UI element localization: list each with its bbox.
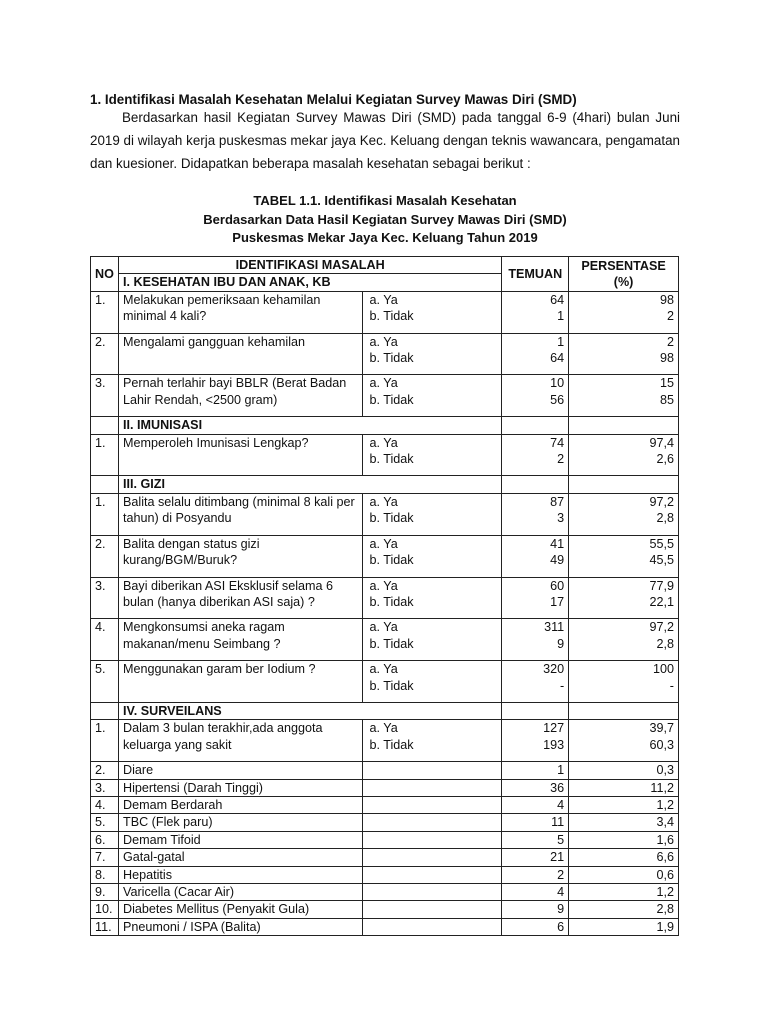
row-options	[363, 720, 502, 762]
persen-ya: 15	[659, 376, 674, 391]
row-no: 3.	[91, 375, 119, 417]
table-row	[91, 762, 679, 779]
table-header-row	[91, 257, 679, 274]
row-no: 9.	[91, 884, 119, 901]
row-no: 1.	[91, 720, 119, 762]
table-row	[91, 493, 679, 535]
row-no: 4.	[91, 796, 119, 813]
section-title-row	[91, 476, 679, 493]
row-question: Melakukan pemeriksaan kehamilan minimal 4 kali?	[119, 291, 363, 333]
row-no: 11.	[91, 918, 119, 935]
table-row	[91, 535, 679, 577]
row-no: 5.	[91, 661, 119, 703]
row-disease: Diare	[119, 762, 363, 779]
temuan-ya: 60	[550, 578, 565, 593]
temuan-tidak: 49	[550, 553, 565, 568]
temuan-tidak: -	[559, 678, 565, 693]
row-question: Balita dengan status gizi kurang/BGM/Buruk?	[119, 535, 363, 577]
row-options-empty	[363, 918, 502, 935]
option-ya: a. Ya	[369, 435, 398, 450]
table-caption	[90, 192, 680, 248]
table-row	[91, 901, 679, 918]
row-temuan	[502, 375, 569, 417]
persen-ya: 97,4	[649, 435, 674, 450]
temuan-tidak: 2	[557, 452, 565, 467]
row-no: 2.	[91, 762, 119, 779]
row-temuan: 21	[502, 849, 569, 866]
row-disease: Diabetes Mellitus (Penyakit Gula)	[119, 901, 363, 918]
row-temuan: 36	[502, 779, 569, 796]
row-disease: Gatal-gatal	[119, 849, 363, 866]
table-row	[91, 849, 679, 866]
temuan-ya: 64	[550, 292, 565, 307]
row-question: Balita selalu ditimbang (minimal 8 kali per tahun) di Posyandu	[119, 493, 363, 535]
row-disease: Pneumoni / ISPA (Balita)	[119, 918, 363, 935]
row-question: Pernah terlahir bayi BBLR (Berat Badan Lahir Rendah, <2500 gram)	[119, 375, 363, 417]
table-row	[91, 661, 679, 703]
temuan-ya: 41	[550, 536, 565, 551]
option-ya: a. Ya	[369, 292, 398, 307]
section-title: IV. SURVEILANS	[119, 702, 502, 719]
temuan-ya: 74	[550, 435, 565, 450]
row-persentase	[569, 535, 679, 577]
table-row	[91, 918, 679, 935]
temuan-tidak: 3	[557, 511, 565, 526]
row-no: 1.	[91, 291, 119, 333]
row-no: 3.	[91, 577, 119, 619]
problem-identification-table	[90, 256, 679, 936]
row-options-empty	[363, 849, 502, 866]
row-temuan	[502, 333, 569, 375]
option-ya: a. Ya	[369, 578, 398, 593]
section-blank-temuan	[502, 417, 569, 434]
row-temuan: 11	[502, 814, 569, 831]
row-options-empty	[363, 814, 502, 831]
row-persentase: 1,2	[569, 884, 679, 901]
row-no: 1.	[91, 493, 119, 535]
temuan-ya: 10	[550, 376, 565, 391]
section-blank-temuan	[502, 702, 569, 719]
row-persentase: 0,3	[569, 762, 679, 779]
persen-ya: 98	[659, 292, 674, 307]
option-ya: a. Ya	[369, 721, 398, 736]
caption-line-2: Berdasarkan Data Hasil Kegiatan Survey Mawas Diri (SMD)	[203, 211, 567, 227]
temuan-ya: 1	[557, 334, 565, 349]
row-persentase	[569, 375, 679, 417]
row-persentase	[569, 661, 679, 703]
option-tidak: b. Tidak	[369, 737, 414, 752]
row-no: 1.	[91, 434, 119, 476]
table-row	[91, 866, 679, 883]
row-temuan	[502, 577, 569, 619]
row-temuan	[502, 619, 569, 661]
row-no: 7.	[91, 849, 119, 866]
row-no: 10.	[91, 901, 119, 918]
row-question: Mengalami gangguan kehamilan	[119, 333, 363, 375]
row-temuan: 2	[502, 866, 569, 883]
row-temuan	[502, 535, 569, 577]
row-no: 8.	[91, 866, 119, 883]
row-options	[363, 661, 502, 703]
section-blank-temuan	[502, 476, 569, 493]
section-title-row	[91, 417, 679, 434]
table-row	[91, 884, 679, 901]
option-tidak: b. Tidak	[369, 309, 414, 324]
option-tidak: b. Tidak	[369, 452, 414, 467]
header-persentase	[569, 257, 679, 292]
option-ya: a. Ya	[369, 376, 398, 391]
row-temuan	[502, 434, 569, 476]
row-no: 5.	[91, 814, 119, 831]
row-question: Mengkonsumsi aneka ragam makanan/menu Seimbang ?	[119, 619, 363, 661]
option-ya: a. Ya	[369, 620, 398, 635]
table-row	[91, 375, 679, 417]
row-temuan: 4	[502, 796, 569, 813]
row-temuan	[502, 661, 569, 703]
row-persentase: 2,8	[569, 901, 679, 918]
row-disease: Hipertensi (Darah Tinggi)	[119, 779, 363, 796]
row-options-empty	[363, 831, 502, 848]
row-persentase: 1,6	[569, 831, 679, 848]
persen-tidak: 2,6	[656, 452, 674, 467]
row-persentase	[569, 720, 679, 762]
table-row	[91, 619, 679, 661]
row-options	[363, 434, 502, 476]
row-no: 2.	[91, 535, 119, 577]
persen-tidak: 2,8	[656, 511, 674, 526]
option-ya: a. Ya	[369, 334, 398, 349]
row-persentase: 6,6	[569, 849, 679, 866]
option-ya: a. Ya	[369, 662, 398, 677]
persen-tidak: 2,8	[656, 636, 674, 651]
row-persentase: 0,6	[569, 866, 679, 883]
row-temuan	[502, 291, 569, 333]
row-options	[363, 493, 502, 535]
option-tidak: b. Tidak	[369, 392, 414, 407]
temuan-tidak: 17	[550, 594, 565, 609]
row-persentase	[569, 333, 679, 375]
row-persentase	[569, 577, 679, 619]
persen-ya: 39,7	[649, 721, 674, 736]
row-options-empty	[363, 884, 502, 901]
temuan-tidak: 64	[550, 351, 565, 366]
row-temuan: 6	[502, 918, 569, 935]
temuan-tidak: 193	[543, 737, 565, 752]
row-options-empty	[363, 901, 502, 918]
row-options	[363, 535, 502, 577]
section-title: I. KESEHATAN IBU DAN ANAK, KB	[119, 274, 502, 291]
row-options-empty	[363, 779, 502, 796]
header-temuan: TEMUAN	[502, 257, 569, 292]
table-row	[91, 779, 679, 796]
table-row	[91, 291, 679, 333]
table-row	[91, 814, 679, 831]
section-heading: 1. Identifikasi Masalah Kesehatan Melalui Kegiatan Survey Mawas Diri (SMD)	[90, 92, 577, 107]
row-persentase: 11,2	[569, 779, 679, 796]
table-row	[91, 796, 679, 813]
option-tidak: b. Tidak	[369, 553, 414, 568]
section-blank-no	[91, 476, 119, 493]
row-question: Menggunakan garam ber Iodium ?	[119, 661, 363, 703]
temuan-ya: 127	[543, 721, 565, 736]
row-temuan: 4	[502, 884, 569, 901]
row-options	[363, 577, 502, 619]
section-title: II. IMUNISASI	[119, 417, 502, 434]
persen-tidak: 98	[659, 351, 674, 366]
row-temuan: 1	[502, 762, 569, 779]
row-options-empty	[363, 796, 502, 813]
caption-line-1: TABEL 1.1. Identifikasi Masalah Kesehatan	[253, 193, 517, 208]
section-blank-no	[91, 702, 119, 719]
table-row	[91, 831, 679, 848]
option-ya: a. Ya	[369, 494, 398, 509]
row-options-empty	[363, 762, 502, 779]
header-identifikasi: IDENTIFIKASI MASALAH	[119, 257, 502, 274]
persen-ya: 77,9	[649, 578, 674, 593]
row-persentase	[569, 619, 679, 661]
persen-tidak: 22,1	[649, 594, 674, 609]
persen-tidak: 60,3	[649, 737, 674, 752]
table-row	[91, 434, 679, 476]
row-question: Bayi diberikan ASI Eksklusif selama 6 bulan (hanya diberikan ASI saja) ?	[119, 577, 363, 619]
row-persentase: 1,9	[569, 918, 679, 935]
row-disease: TBC (Flek paru)	[119, 814, 363, 831]
persen-tidak: 85	[659, 392, 674, 407]
row-persentase: 1,2	[569, 796, 679, 813]
row-options-empty	[363, 866, 502, 883]
persen-tidak: 2	[666, 309, 674, 324]
row-no: 4.	[91, 619, 119, 661]
persen-ya: 97,2	[649, 494, 674, 509]
option-tidak: b. Tidak	[369, 351, 414, 366]
row-options	[363, 333, 502, 375]
row-options	[363, 375, 502, 417]
persen-ya: 55,5	[649, 536, 674, 551]
row-disease: Demam Tifoid	[119, 831, 363, 848]
section-blank-persen	[569, 417, 679, 434]
row-options	[363, 291, 502, 333]
temuan-ya: 87	[550, 494, 565, 509]
table-row	[91, 577, 679, 619]
row-disease: Hepatitis	[119, 866, 363, 883]
header-persentase-line2: (%)	[613, 274, 634, 289]
row-disease: Varicella (Cacar Air)	[119, 884, 363, 901]
row-temuan: 9	[502, 901, 569, 918]
row-temuan	[502, 493, 569, 535]
row-temuan: 5	[502, 831, 569, 848]
row-persentase: 3,4	[569, 814, 679, 831]
row-persentase	[569, 493, 679, 535]
row-options	[363, 619, 502, 661]
table-row	[91, 333, 679, 375]
persen-tidak: -	[669, 678, 674, 693]
row-temuan	[502, 720, 569, 762]
table-row	[91, 720, 679, 762]
temuan-tidak: 9	[557, 636, 565, 651]
row-question: Memperoleh Imunisasi Lengkap?	[119, 434, 363, 476]
caption-line-3: Puskesmas Mekar Jaya Kec. Keluang Tahun 2019	[232, 230, 538, 245]
temuan-ya: 311	[544, 620, 565, 635]
option-tidak: b. Tidak	[369, 511, 414, 526]
section-title: III. GIZI	[119, 476, 502, 493]
row-no: 2.	[91, 333, 119, 375]
row-persentase	[569, 291, 679, 333]
section-blank-persen	[569, 476, 679, 493]
section-blank-no	[91, 417, 119, 434]
row-persentase	[569, 434, 679, 476]
option-tidak: b. Tidak	[369, 678, 414, 693]
row-question: Dalam 3 bulan terakhir,ada anggota keluarga yang sakit	[119, 720, 363, 762]
section-title-row	[91, 702, 679, 719]
temuan-tidak: 1	[557, 309, 565, 324]
option-tidak: b. Tidak	[369, 636, 414, 651]
persen-tidak: 45,5	[649, 553, 674, 568]
persen-ya: 100	[652, 662, 674, 677]
header-persentase-line1: PERSENTASE	[581, 258, 666, 273]
header-no: NO	[91, 257, 119, 292]
section-blank-persen	[569, 702, 679, 719]
temuan-ya: 320	[543, 662, 565, 677]
temuan-tidak: 56	[550, 392, 565, 407]
option-tidak: b. Tidak	[369, 594, 414, 609]
persen-ya: 97,2	[649, 620, 674, 635]
option-ya: a. Ya	[369, 536, 398, 551]
row-no: 6.	[91, 831, 119, 848]
intro-paragraph: Berdasarkan hasil Kegiatan Survey Mawas Diri (SMD) pada tanggal 6-9 (4hari) bulan Juni 2019 di wilayah kerja puskesmas mekar jaya Kec. Keluang dengan teknis wawancara, pengamatan dan kuesioner. Didapatkan beberapa masalah kesehatan sebagai berikut :	[90, 110, 680, 171]
row-disease: Demam Berdarah	[119, 796, 363, 813]
row-no: 3.	[91, 779, 119, 796]
persen-ya: 2	[666, 334, 674, 349]
